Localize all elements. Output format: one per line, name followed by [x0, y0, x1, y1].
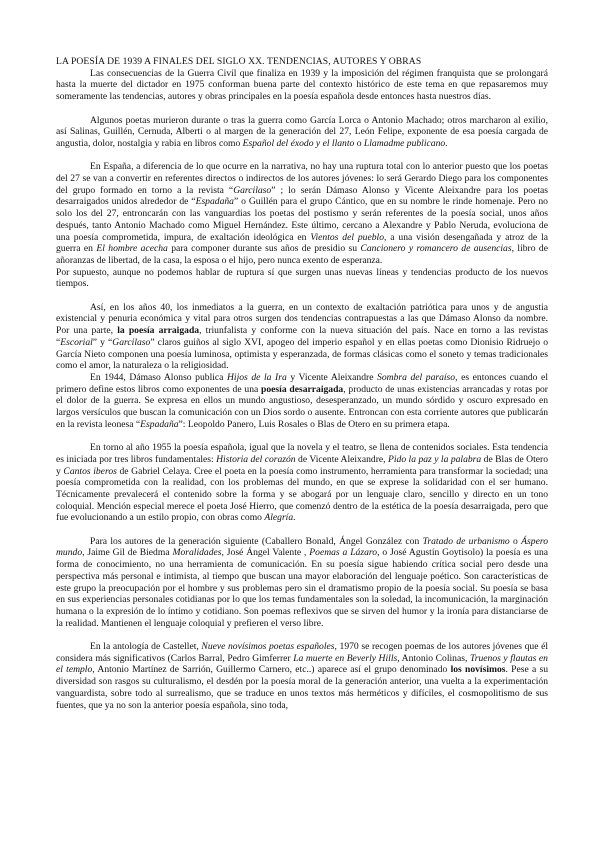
- text-run: de Blas de Otero y: [56, 453, 548, 477]
- italic-text: Tratado de urbanismo: [422, 535, 510, 547]
- text-run: de Gabriel Celaya. Cree el poeta en la poesía como instrumento, herramienta para transformar la sociedad; una poesía comprometida con la realidad, con los problemas del mundo, en que se exprese la solidaridad con el ser humano. Técnicamente prevalecerá el contenido sobre la forma y se abogará por un lenguaje claro, sencillo y directo en un tono coloquial. Mención especial merece el poeta José Hierro, que comenzó dentro de la estética de la poesía desarraigada, pero que fue evolucionando a un estilo propio, con obras como: [56, 465, 549, 524]
- italic-text: Garcilaso: [112, 336, 151, 348]
- text-run: En 1944, Dámaso Alonso publica: [90, 371, 227, 383]
- text-run: de Vicente Aleixandre,: [295, 453, 388, 465]
- paragraph-p5: [56, 302, 548, 372]
- italic-text: La muerte en Beverly Hills: [293, 652, 398, 664]
- text-run: .: [445, 137, 448, 149]
- text-run: ” o Guillén para el grupo Cántico, que en su nombre le rinde homenaje. Pero no solo los del 27, entroncarán con las vanguardias los poetas del postismo y serán referentes de la poesía social, unos años después, tanto Antonio Machado como Miguel Hernández. Este último, cercano a Alexandre y Pablo Neruda, evoluciona de una poesía comprometida, impura, de exaltación ideológica en: [56, 196, 548, 243]
- italic-text: Escorial: [60, 336, 93, 348]
- italic-text: Llamadme publicano: [363, 137, 446, 149]
- italic-text: Español del éxodo y el llanto: [242, 137, 355, 149]
- bold-text: la poesía arraigada: [117, 325, 200, 337]
- italic-text: El hombre acecha: [96, 243, 168, 255]
- paragraph-p4: [56, 267, 548, 290]
- text-run: . Pese a su diversidad son rasgos su culturalismo, el desdén por la poesía moral de la generación anterior, una vuelta a la experimentación vanguardista, sobre todo al surrealismo, que se traduce en unos textos más herméticos y difíciles, el cosmopolitismo de sus fuentes, que ya no son la anterior poesía española, sino toda,: [56, 664, 548, 711]
- paragraph-p2: [56, 115, 548, 150]
- italic-text: Truenos y flautas en el templo: [56, 652, 548, 676]
- text-run: .: [293, 512, 296, 524]
- text-run: Algunos poetas murieron durante o tras la guerra como García Lorca o Antonio Machado; otros marcharon al exilio, así Salinas, Guillén, Cernuda, Alberti o al margen de la generación del 27, León Felipe, exponente de esa poesía cargada de angustia, dolor, nostalgia y rabia en libros como: [56, 114, 548, 149]
- text-run: , triunfalista y conforme con la nueva situación del país. Nace en torno a las revistas “: [56, 325, 548, 348]
- text-run: En la antología de Castellet,: [90, 641, 202, 653]
- paragraph-p8: [56, 536, 548, 630]
- text-run: , Antonio Colinas,: [397, 652, 470, 664]
- italic-text: Áspero mundo: [56, 535, 548, 559]
- italic-text: Hijos de la Ira: [227, 371, 287, 383]
- paragraph-p1: [56, 68, 548, 103]
- bold-text: los novísimos: [450, 664, 506, 676]
- text-run: , o José Agustín Goytisolo) la poesía es una forma de conocimiento, no una herramienta de comunicación. En su poesía sigue habiendo crítica social pero desde una perspectiva más personal e intimista, al tiempo que buscan una mayor elaboración del lenguaje poético. Son características de este grupo la preocupación por el hombre y sus problemas pero sin el dramatismo propio de la poesía social. Su poesía se basa en sus experiencias personales cotidianas por lo que los temas fundamentales son la soledad, la incomunicación, la marginación humana o la expresión de lo íntimo y cotidiano. Son poemas reflexivos que se sirven del humor y la ironía para distanciarse de la realidad. Mantienen el lenguaje coloquial y prefieren el verso libre.: [56, 547, 548, 629]
- text-run: ”: Leopoldo Panero, Luis Rosales o Blas de Otero en su primera etapa.: [178, 418, 450, 430]
- text-run: Las consecuencias de la Guerra Civil que finaliza en 1939 y la imposición del régimen franquista que se prolongará hasta la muerte del dictador en 1975 conforman buena parte del contexto histórico de este tema en que repasaremos muy someramente las tendencias, autores y obras principales en la poesía española desde entonces hasta nuestros días.: [56, 67, 548, 103]
- italic-text: Historia del corazón: [216, 453, 296, 465]
- text-run: ” claros guiños al siglo XVI, apogeo del imperio español y en ellas poetas como Dionisio Ridruejo o García Nieto componen una poesía luminosa, optimista y esperanzada, de formas clásicas como el soneto y temas tradicionales como el amor, la naturaleza o la religiosidad.: [56, 336, 548, 372]
- paragraph-p7: [56, 442, 548, 524]
- italic-text: Espadaña: [140, 418, 179, 430]
- text-run: Para los autores de la generación siguiente (Caballero Bonald, Ángel González con: [90, 535, 423, 547]
- text-run: ” y “: [92, 336, 113, 348]
- text-run: , libro de añoranzas de libertad, de la casa, la esposa o el hijo, pero nunca exento de esperanza.: [56, 243, 548, 266]
- document-body: [56, 56, 548, 711]
- text-run: En torno al año 1955 la poesía española, igual que la novela y el teatro, se llena de contenidos sociales. Esta tendencia es iniciada por tres libros fundamentales:: [56, 442, 548, 465]
- italic-text: Cancionero y romancero de ausencias: [360, 243, 512, 255]
- italic-text: Pido la paz y la palabra: [388, 453, 482, 465]
- text-run: , es entonces cuando el primero define estos libros como exponentes de una: [56, 371, 548, 395]
- italic-text: Poemas a Lázaro: [309, 547, 378, 559]
- text-run: , a una visión desengañada y atroz de la guerra en: [56, 231, 549, 255]
- text-run: , Antonio Martínez de Sarrión, Guillermo Carnero, etc..) aparece así el grupo denominado: [92, 664, 451, 676]
- text-run: , José Ángel Valente ,: [221, 547, 310, 559]
- text-run: y Vicente Aleixandre: [286, 371, 378, 383]
- text-run: o: [509, 535, 522, 547]
- italic-text: Moralidades: [172, 547, 222, 559]
- italic-text: Sombra del paraíso: [377, 371, 456, 383]
- paragraph-p9: [56, 641, 548, 711]
- text-run: En España, a diferencia de lo que ocurre en la narrativa, no hay una ruptura total con lo anterior puesto que los poetas del 27 se van a convertir en referentes directos o indirectos de los autores jóvenes: lo será Gerardo Diego para los componentes del grupo formado en torno a la revista “: [56, 161, 548, 196]
- italic-text: Garcilaso: [233, 184, 272, 196]
- text-run: , producto de unas existencias arrancadas y rotas por el dolor de la guerra. Se expresa en ellos un mundo angustioso, desesperanzado, un mundo sórdido y oscuro expresado en largos versículos que buscan la comunicación con un Dios sordo o ausente. Entroncan con esta corriente autores que publicarán en la revista leonesa “: [56, 383, 548, 430]
- text-run: , Jaime Gil de Biedma: [82, 547, 173, 559]
- italic-text: Vientos del pueblo: [310, 231, 384, 243]
- text-run: o: [354, 137, 364, 149]
- text-run: Así, en los años 40, los inmediatos a la guerra, en un contexto de exaltación patriótica para unos y de angustia existencial y penuria económica y vital para otros surgen dos tendencias contrapuestas a las que Dámaso Alonso da nombre. Por una parte,: [56, 301, 548, 337]
- italic-text: Nueve novísimos poetas españoles: [201, 641, 335, 653]
- page-title: LA POESÍA DE 1939 A FINALES DEL SIGLO XX. TENDENCIAS, AUTORES Y OBRAS: [56, 56, 422, 67]
- text-run: para componer durante sus años de presidio su: [167, 243, 361, 255]
- paragraph-p3: [56, 161, 548, 266]
- italic-text: Espadaña: [195, 196, 234, 208]
- paragraph-p6: [56, 372, 548, 431]
- italic-text: Cantos iberos: [63, 465, 117, 477]
- text-run: ” ; lo serán Dámaso Alonso y Vicente Aleixandre para los poetas desarraigados unidos alrededor de “: [56, 184, 548, 208]
- text-run: Por supuesto, aunque no podemos hablar de ruptura sí que surgen unas nuevas líneas y tendencias producto de los nuevos tiempos.: [56, 266, 548, 290]
- paragraph-container: [56, 68, 548, 712]
- bold-text: poesía desarraigada: [261, 383, 344, 395]
- italic-text: Alegría: [264, 512, 294, 524]
- text-run: , 1970 se recogen poemas de los autores jóvenes que él considera más significativos (Carlos Barral, Pedro Gimferrer: [56, 641, 549, 664]
